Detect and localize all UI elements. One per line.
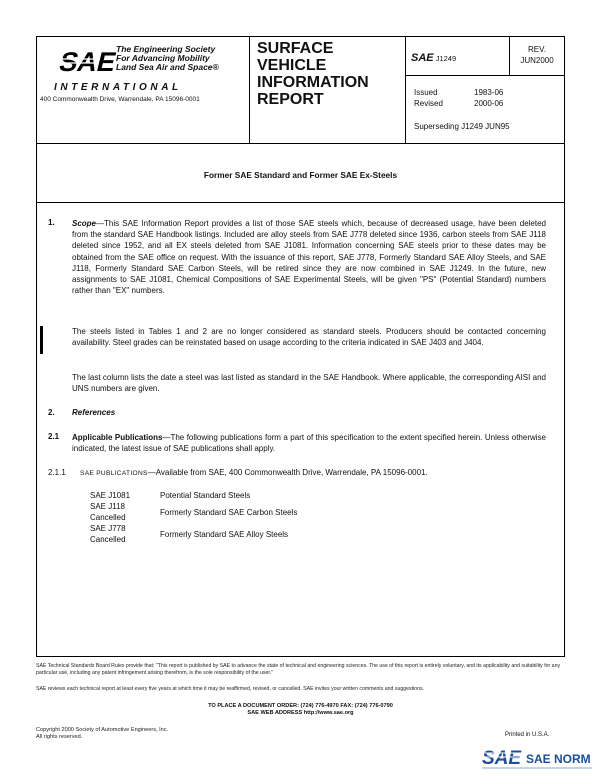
report-title: Former SAE Standard and Former SAE Ex-Steels xyxy=(203,170,398,180)
international-label: INTERNATIONAL xyxy=(54,82,182,93)
section-1-text: —This SAE Information Report provides a list of those SAE steels which, because of decreased usage, have been deleted from the standard SAE Handbook listings. Included are alloy steels from SAE J778 deleted since 1936, carbon steels from SAE J118 deleted since 1952, and all EX steels deleted from SAE J1081. Information concerning SAE steels prior to these dates may be obtained from the SAE office on request. With the issuance of this report, SAE J778, Formerly Standard SAE Alloy Steels, and SAE J118, Formerly Standard SAE Carbon Steels, will be retired since they are now combined in SAE J1249. In the future, new assignments to SAE J1081, Chemical Compositions of SAE Experimental Steels, will be given "PS" (Potential Standard) numbers rather than "EX" numbers. xyxy=(72,219,546,296)
change-bar xyxy=(40,326,43,354)
list-item: SAE J778 Cancelled Formerly Standard SAE Alloy Steels xyxy=(90,524,289,544)
superseding-note: Superseding J1249 JUN95 xyxy=(414,122,510,131)
list-item: SAE J1081 Potential Standard Steels xyxy=(90,491,251,500)
section-1-para-3: The last column lists the date a steel was last listed as standard in the SAE Handbook. Where applicable, the corresponding AISI and UNS numbers are given. xyxy=(72,373,546,394)
sae-norm-watermark xyxy=(480,744,598,770)
section-2-1-1-text: SAE PUBLICATIONS—Available from SAE, 400 Commonwealth Drive, Warrendale, PA 15096-0001. xyxy=(80,468,428,477)
society-tagline: The Engineering Society For Advancing Mobility Land Sea Air and Space® xyxy=(116,44,219,72)
review-note: SAE reviews each technical report at least every five years at which time it may be reaffirmed, revised, or cancelled. SAE invites your written comments and suggestions. xyxy=(36,686,424,692)
address: 400 Commonwealth Drive, Warrendale, PA 15096-0001 xyxy=(40,96,200,103)
section-2-1-number: 2.1 xyxy=(48,432,60,441)
section-1-para-2: The steels listed in Tables 1 and 2 are no longer considered as standard steels. Producers should be contacted concerning availability. Steel grades can be reinstated based on usage according to the criteria indicated in SAE J403 and J404. xyxy=(72,327,546,348)
document-number: SAE J1249 xyxy=(411,52,457,64)
printed-in: Printed in U.S.A. xyxy=(505,732,550,738)
section-2-1-text: Applicable Publications—The following publications form a part of this specification to the extent specified herein. Unless otherwise indicated, the latest issue of SAE publications shall apply. xyxy=(72,433,546,454)
section-1-scope xyxy=(72,218,546,296)
list-item: SAE J118 Cancelled Formerly Standard SAE Carbon Steels xyxy=(90,502,298,522)
document-type-title: SURFACE VEHICLE INFORMATION REPORT xyxy=(257,40,369,108)
svg-text:SAE: SAE xyxy=(56,46,120,77)
section-2-1-1-number: 2.1.1 xyxy=(48,468,66,477)
board-rules-note: SAE Technical Standards Board Rules provide that: "This report is published by SAE to advance the state of technical and engineering sciences. The use of this report is entirely voluntary, and its applicability and suitability for any particular use, including any patent infringement arising therefrom, is the sole responsibility of the user." xyxy=(36,663,561,676)
section-1-heading: Scope xyxy=(72,219,97,228)
issue-dates: Issued 1983-06 Revised 2000-06 xyxy=(414,88,504,108)
svg-text:SAE: SAE xyxy=(482,748,522,769)
footer-divider xyxy=(36,656,565,657)
section-1-number: 1. xyxy=(48,218,55,227)
section-2-1-1-heading: SAE PUBLICATIONS xyxy=(80,470,148,477)
section-2-number: 2. xyxy=(48,408,55,417)
section-2-1-heading: Applicable Publications xyxy=(72,433,163,442)
copyright: Copyright 2000 Society of Automotive Engineers, Inc. All rights reserved. xyxy=(36,727,169,740)
revision-block: REV. JUN2000 xyxy=(520,45,554,65)
order-info: TO PLACE A DOCUMENT ORDER: (724) 776-4970 FAX: (724) 776-0790 SAE WEB ADDRESS http://www.sae.org xyxy=(208,703,393,716)
reference-list xyxy=(90,490,297,545)
section-2-heading: References xyxy=(72,408,116,417)
watermark-text: SAE NORM xyxy=(526,752,591,766)
sae-logo xyxy=(54,46,120,77)
